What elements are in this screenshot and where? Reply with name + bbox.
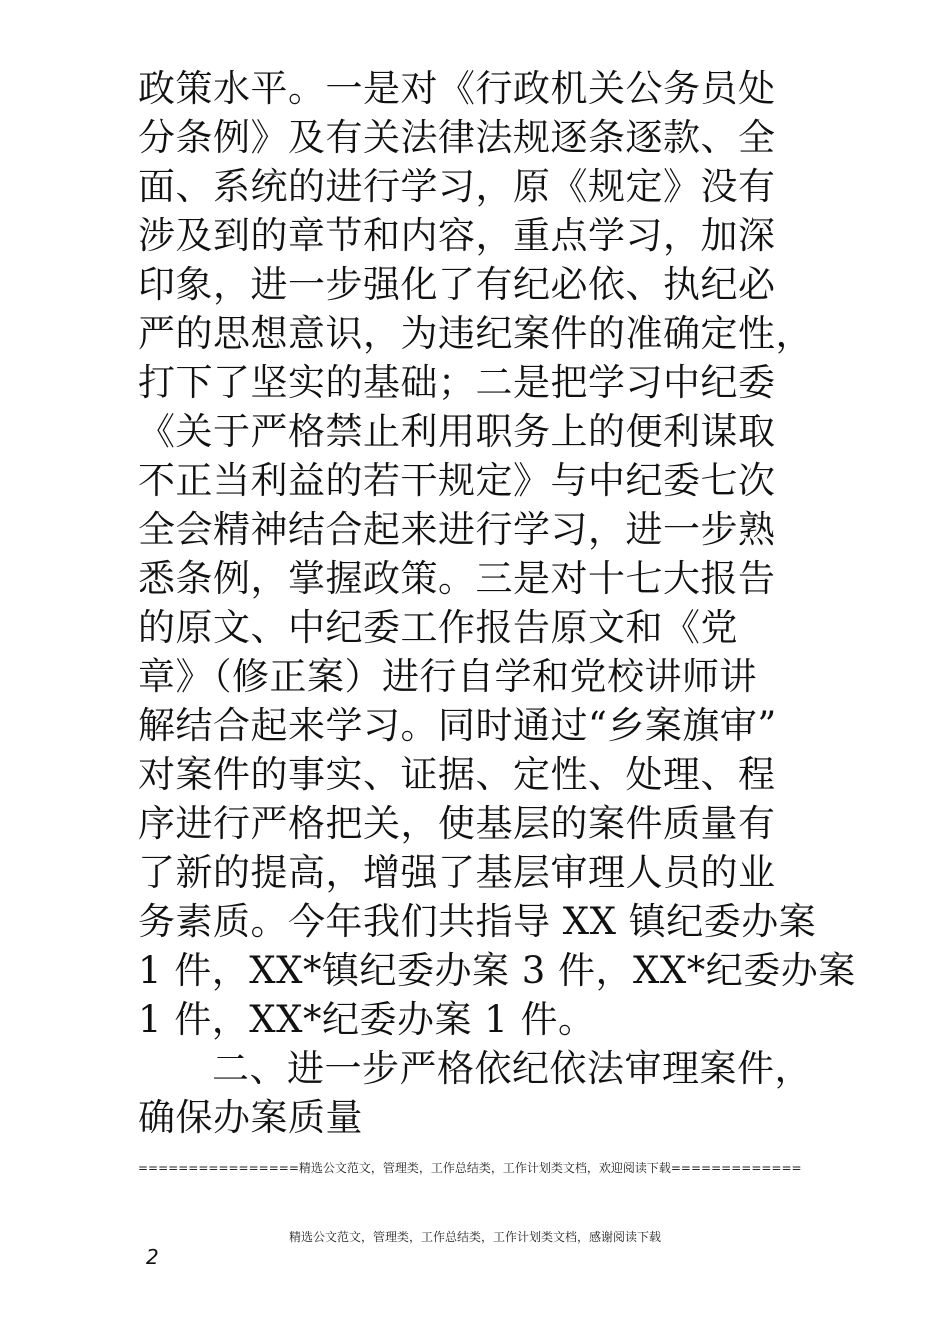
text-line: 1 件，XX*镇纪委办案 3 件，XX*纪委办案 [138, 949, 856, 992]
section-heading: 二、进一步严格依纪依法审理案件， [212, 1047, 812, 1090]
text-line: 解结合起来学习。同时通过“乡案旗审” [138, 704, 777, 747]
text-line: 面、系统的进行学习，原《规定》没有 [138, 165, 776, 208]
separator-banner: ================精选公文范文，管理类，工作总结类，工作计划类文档，欢迎阅读下载============= [138, 1161, 802, 1175]
body-text [138, 64, 856, 1142]
text-line: 涉及到的章节和内容，重点学习，加深 [138, 214, 776, 257]
page-number: 2 [146, 1245, 159, 1269]
text-line: 打下了坚实的基础；二是把学习中纪委 [138, 361, 776, 404]
text-line: 章》（修正案）进行自学和党校讲师讲 [138, 655, 757, 698]
text-line: 不正当利益的若干规定》与中纪委七次 [138, 459, 776, 502]
text-line: 的原文、中纪委工作报告原文和《党 [138, 606, 738, 649]
page-footer: 精选公文范文，管理类，工作总结类，工作计划类文档，感谢阅读下载 [288, 1230, 661, 1244]
text-line: 务素质。今年我们共指导 XX 镇纪委办案 [138, 900, 817, 943]
text-line: 全会精神结合起来进行学习，进一步熟 [138, 508, 776, 551]
text-line: 分条例》及有关法律法规逐条逐款、全 [138, 116, 776, 159]
text-line: 了新的提高，增强了基层审理人员的业 [138, 851, 776, 894]
text-line: 政策水平。一是对《行政机关公务员处 [138, 67, 776, 110]
section-heading-continuation: 确保办案质量 [138, 1096, 363, 1139]
text-line: 悉条例，掌握政策。三是对十七大报告 [138, 557, 776, 600]
text-line: 严的思想意识，为违纪案件的准确定性， [138, 312, 813, 355]
text-line: 1 件，XX*纪委办案 1 件。 [138, 998, 596, 1041]
text-line: 序进行严格把关，使基层的案件质量有 [138, 802, 776, 845]
text-line: 《关于严格禁止利用职务上的便利谋取 [138, 410, 776, 453]
text-line: 对案件的事实、证据、定性、处理、程 [138, 753, 776, 796]
text-line: 印象，进一步强化了有纪必依、执纪必 [138, 263, 776, 306]
